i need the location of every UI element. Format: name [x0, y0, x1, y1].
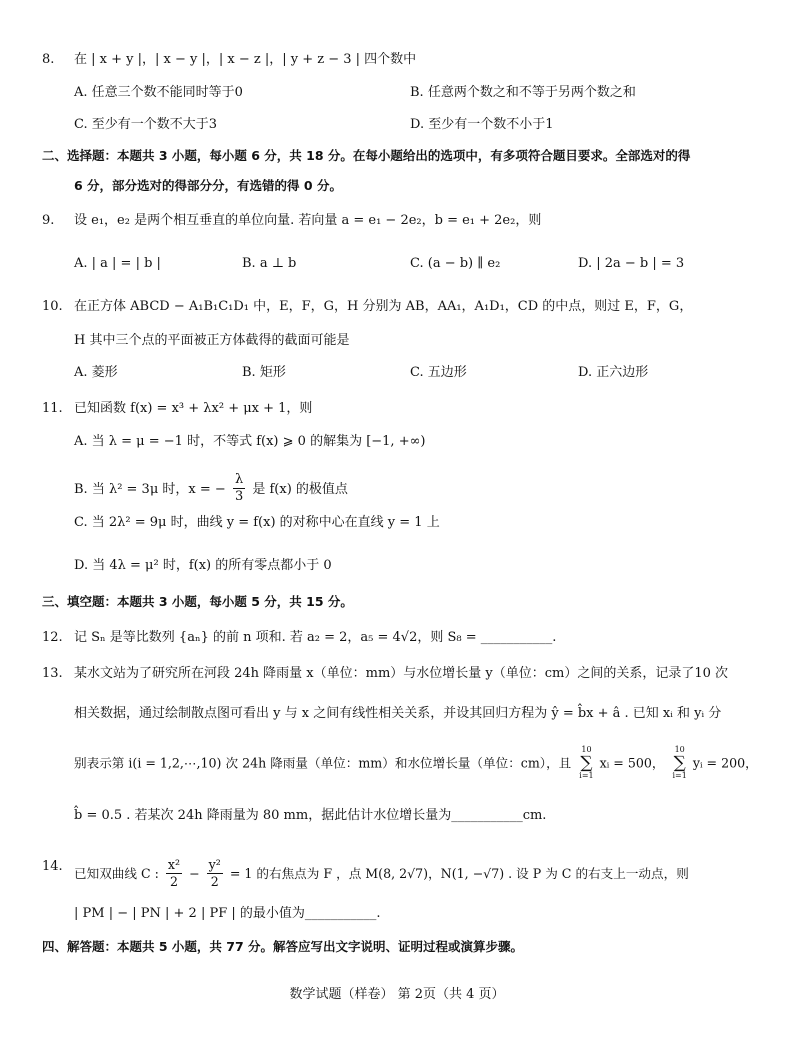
- question-11-stem: 已知函数 f(x) = x³ + λx² + μx + 1，则: [74, 401, 313, 416]
- question-12-stem: 记 Sₙ 是等比数列 {aₙ} 的前 n 项和. 若 a₂ = 2，a₅ = 4√2，则 S₈ = ___________.: [74, 630, 557, 645]
- question-10-option-d: D. 正六边形: [578, 365, 649, 380]
- question-11-option-b: [74, 473, 348, 506]
- question-8-option-d: D. 至少有一个数不小于1: [410, 117, 554, 132]
- question-10-option-a: A. 菱形: [74, 365, 118, 380]
- question-14-number: 14.: [42, 859, 63, 874]
- question-8-number: 8.: [42, 52, 55, 67]
- question-14-line1: [74, 858, 689, 891]
- question-11-option-c: C. 当 2λ² = 9μ 时，曲线 y = f(x) 的对称中心在直线 y = 1 上: [74, 515, 440, 530]
- question-8-option-c: C. 至少有一个数不大于3: [74, 117, 218, 132]
- question-9-option-b: B. a ⊥ b: [242, 256, 297, 271]
- question-8-option-a: A. 任意三个数不能同时等于0: [74, 85, 243, 100]
- question-13-line1: 某水文站为了研究所在河段 24h 降雨量 x（单位：mm）与水位增长量 y（单位：cm）之间的关系，记录了10 次: [74, 666, 729, 681]
- section-2-heading-cont: 6 分，部分选对的得部分分，有选错的得 0 分。: [74, 178, 342, 193]
- summation-upper: 10: [674, 745, 685, 754]
- question-9-option-d: D. | 2a − b | = 3: [578, 256, 685, 271]
- question-10-stem-line1: 在正方体 ABCD − A₁B₁C₁D₁ 中，E，F，G，H 分别为 AB，AA₁，A₁D₁，CD 的中点，则过 E，F，G，: [74, 299, 693, 314]
- question-13-line4: b̂ = 0.5 . 若某次 24h 降雨量为 80 mm，据此估计水位增长量为___________cm.: [74, 808, 547, 823]
- section-2-heading: 二、选择题：本题共 3 小题，每小题 6 分，共 18 分。在每小题给出的选项中，有多项符合题目要求。全部选对的得: [42, 148, 691, 163]
- sigma-icon: ∑: [580, 753, 593, 773]
- sum-x-value: xᵢ = 500，: [599, 755, 665, 771]
- summation-lower: i=1: [672, 771, 687, 780]
- summation-1: [579, 745, 593, 781]
- question-11-number: 11.: [42, 401, 63, 416]
- section-4-heading: 四、解答题：本题共 5 小题，共 77 分。解答应写出文字说明、证明过程或演算步骤。: [42, 939, 524, 954]
- question-14-text-2: = 1 的右焦点为 F ，点 M(8, 2√7)，N(1, −√7) . 设 P 为 C 的右支上一动点，则: [229, 866, 689, 881]
- fraction-numerator: λ: [233, 472, 245, 489]
- question-9-stem: 设 e₁，e₂ 是两个相互垂直的单位向量. 若向量 a = e₁ − 2e₂，b = e₁ + 2e₂，则: [74, 213, 542, 228]
- fraction-numerator: x²: [167, 857, 181, 872]
- question-11-option-b-text: B. 当 λ² = 3μ 时，x = −: [74, 482, 226, 497]
- question-10-stem-line2: H 其中三个点的平面被正方体截得的截面可能是: [74, 333, 350, 348]
- fraction-denominator: 2: [210, 874, 219, 889]
- page-footer: 数学试题（样卷） 第 2页（共 4 页）: [289, 987, 505, 1002]
- fraction-numerator: y²: [208, 857, 221, 872]
- fraction-y: [207, 857, 223, 890]
- question-11-option-a: A. 当 λ = μ = −1 时，不等式 f(x) ⩾ 0 的解集为 [−1, +∞): [74, 434, 426, 449]
- question-13-line3: [74, 746, 758, 782]
- question-8-stem: 在 | x + y |，| x − y |，| x − z |，| y + z − 3 | 四个数中: [74, 52, 417, 67]
- summation-lower: i=1: [579, 771, 594, 780]
- sigma-icon: ∑: [673, 753, 686, 773]
- fraction-denominator: 3: [234, 489, 244, 504]
- section-3-heading: 三、填空题：本题共 3 小题，每小题 5 分，共 15 分。: [42, 594, 353, 609]
- question-9-number: 9.: [42, 213, 55, 228]
- question-9-option-a: A. | a | = | b |: [74, 256, 161, 271]
- question-10-option-c: C. 五边形: [410, 365, 467, 380]
- fraction-x: [166, 857, 182, 890]
- question-11-option-d: D. 当 4λ = μ² 时，f(x) 的所有零点都小于 0: [74, 558, 332, 573]
- question-14-line2: | PM | − | PN | + 2 | PF | 的最小值为___________.: [74, 906, 381, 921]
- question-11-option-b-text-2: 是 f(x) 的极值点: [252, 482, 348, 497]
- question-13-line2: 相关数据，通过绘制散点图可看出 y 与 x 之间有线性相关关系，并设其回归方程为 ŷ = b̂x + â . 已知 xᵢ 和 yᵢ 分: [74, 706, 722, 721]
- question-9-option-c: C. (a − b) ∥ e₂: [410, 256, 501, 271]
- question-8-option-b: B. 任意两个数之和不等于另两个数之和: [410, 85, 636, 100]
- minus-sign: −: [189, 866, 200, 881]
- question-10-option-b: B. 矩形: [242, 365, 286, 380]
- summation-upper: 10: [581, 745, 592, 754]
- summation-2: [673, 745, 687, 781]
- sum-y-value: yᵢ = 200，: [692, 755, 758, 771]
- fraction-denominator: 2: [169, 874, 178, 889]
- question-10-number: 10.: [42, 299, 63, 314]
- question-13-line3-text: 别表示第 i(i = 1,2,⋯,10) 次 24h 降雨量（单位：mm）和水位增长量（单位：cm），且: [74, 755, 572, 771]
- question-12-number: 12.: [42, 630, 63, 645]
- question-11-fraction: [233, 472, 245, 505]
- question-14-text: 已知双曲线 C :: [74, 866, 159, 881]
- question-13-number: 13.: [42, 666, 63, 681]
